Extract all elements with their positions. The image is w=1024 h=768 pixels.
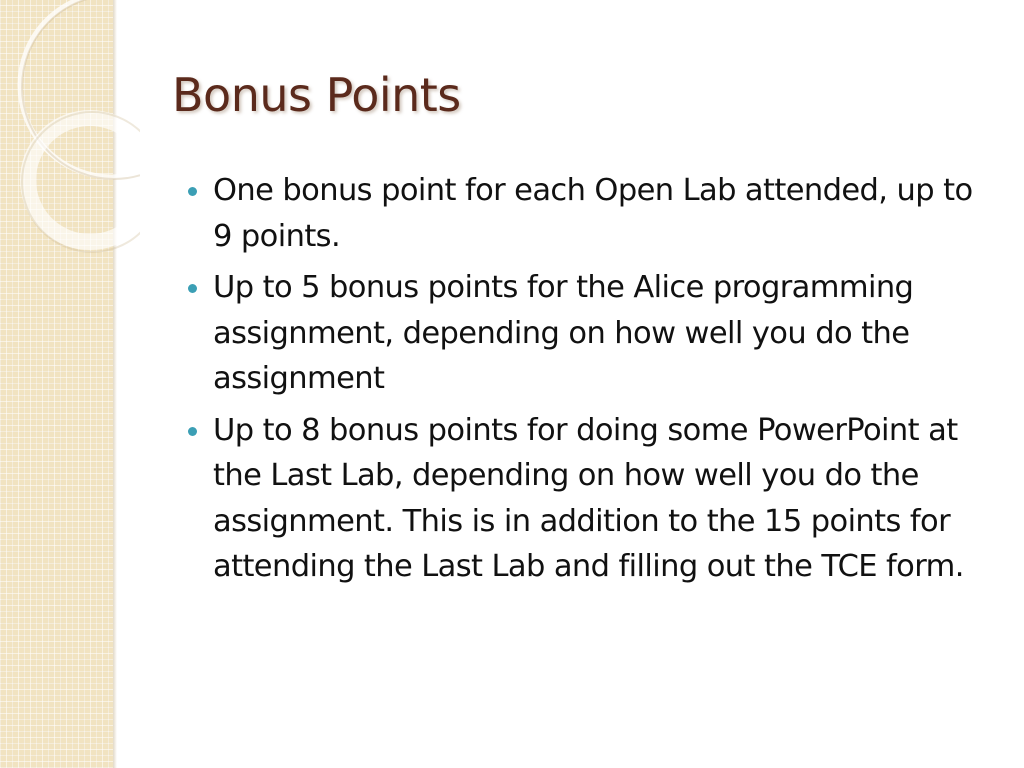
bullet-item [188, 265, 998, 402]
bullet-item [188, 168, 998, 259]
slide-title: Bonus Points [172, 68, 461, 122]
bullet-text: Up to 8 bonus points for doing some PowerPoint at the Last Lab, depending on how well you do the assignment. This is in addition to the 15 points for attending the Last Lab and filling out the TCE form. [213, 412, 964, 584]
bullet-text: One bonus point for each Open Lab attended, up to 9 points. [213, 173, 973, 254]
bullet-item [188, 408, 998, 590]
bullet-dot-icon [188, 427, 197, 436]
small-ring [28, 118, 140, 242]
bullet-list [188, 168, 998, 596]
bullet-dot-icon [188, 187, 197, 196]
decorative-rings-icon [0, 0, 140, 260]
bullet-text: Up to 5 bonus points for the Alice programming assignment, depending on how well you do the assignment [213, 270, 914, 396]
bullet-dot-icon [188, 284, 197, 293]
